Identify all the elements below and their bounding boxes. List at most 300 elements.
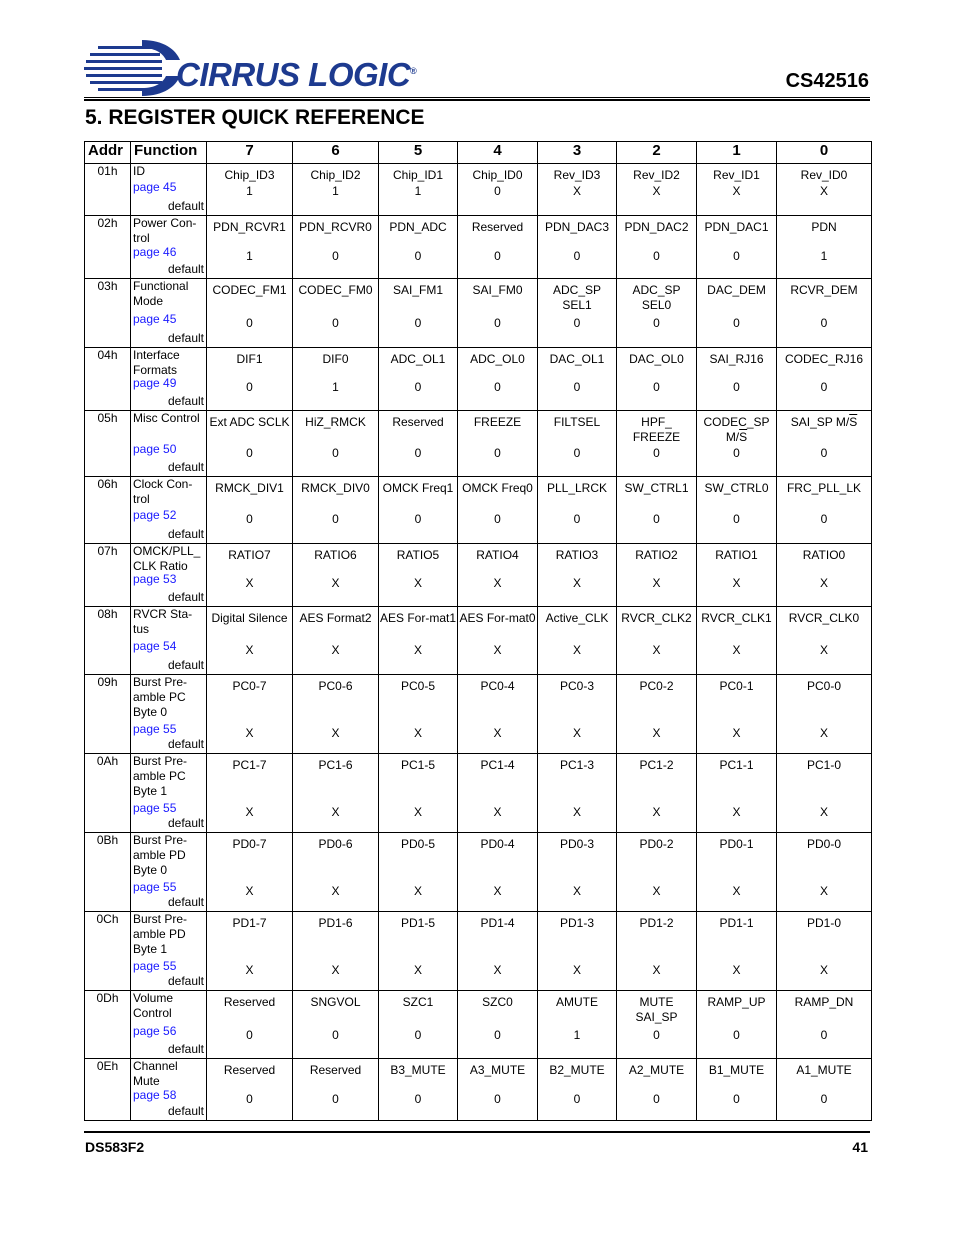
bit-name: ADC_SP SEL1 (552, 283, 602, 312)
bit-cell (697, 348, 777, 411)
bit-default-value: 0 (494, 316, 501, 330)
bit-default-value: 1 (246, 249, 253, 263)
default-label: default (167, 1042, 204, 1056)
bit-default-value: X (331, 643, 340, 657)
bit-default-value: 0 (733, 316, 740, 330)
table-row (85, 912, 872, 991)
bit-cell (379, 607, 458, 675)
bit-cell (538, 1059, 617, 1121)
bit-cell (293, 607, 379, 675)
bit-name: B3_MUTE (390, 1063, 446, 1077)
bit-default-value: 0 (332, 1028, 339, 1042)
bit-name: PDN_DAC3 (544, 220, 610, 234)
register-address: 03h (85, 279, 131, 348)
bit-default-value: 0 (820, 446, 828, 460)
table-row (85, 675, 872, 754)
bit-name: PDN_ADC (389, 220, 447, 234)
bit-name: PC0-0 (806, 679, 841, 693)
bit-default-value: 0 (820, 512, 828, 526)
bit-name: ADC_SP SEL0 (632, 283, 681, 312)
bit-default-value: X (572, 963, 581, 977)
bit-cell (777, 411, 872, 477)
bit-default-value: 1 (332, 380, 339, 394)
bit-cell (379, 754, 458, 833)
function-name: ID (133, 164, 145, 178)
bit-cell (379, 912, 458, 991)
function-name: Burst Pre-amble PC Byte 1 (133, 754, 188, 798)
bit-cell (617, 348, 697, 411)
bit-name: SZC1 (402, 995, 434, 1009)
bit-cell (458, 1059, 538, 1121)
bit-cell (697, 279, 777, 348)
bit-default-value: X (245, 726, 254, 740)
bit-name: Rev_ID2 (633, 168, 680, 182)
function-name: OMCK/PLL_ CLK Ratio (133, 544, 201, 573)
bit-default-value: 0 (733, 512, 740, 526)
bit-cell (697, 912, 777, 991)
header-bit-5: 5 (379, 142, 458, 164)
bit-name: PD1-3 (559, 916, 594, 930)
bit-cell (207, 675, 293, 754)
page-number: 41 (852, 1139, 868, 1155)
bit-default-value: 0 (573, 380, 581, 394)
register-address: 08h (85, 607, 131, 675)
bit-cell (617, 216, 697, 279)
bit-cell (617, 279, 697, 348)
table-row (85, 607, 872, 675)
bit-cell (207, 833, 293, 912)
bit-default-value: 0 (494, 1092, 501, 1106)
bit-name: PC0-4 (480, 679, 515, 693)
page-link[interactable]: page 45 (133, 312, 177, 326)
bit-default-value: 0 (653, 446, 660, 460)
bit-name: PD0-3 (559, 837, 594, 851)
bit-name: B1_MUTE (708, 1063, 765, 1077)
bit-name: RATIO6 (314, 548, 357, 562)
bit-cell (538, 675, 617, 754)
header-bit-1: 1 (697, 142, 777, 164)
header-rule (84, 97, 870, 101)
bit-default-value: 0 (494, 249, 501, 263)
bit-default-value: X (413, 884, 422, 898)
page-link[interactable]: page 55 (133, 959, 177, 973)
bit-cell (617, 607, 697, 675)
table-row (85, 216, 872, 279)
bit-name: Rev_ID0 (800, 168, 848, 182)
bit-cell (617, 991, 697, 1059)
bit-cell (207, 607, 293, 675)
bit-default-value: 0 (494, 184, 501, 198)
document-id: DS583F2 (85, 1139, 145, 1155)
bit-cell (538, 477, 617, 544)
section-title: 5. REGISTER QUICK REFERENCE (85, 106, 425, 129)
default-label: default (167, 331, 204, 345)
register-function (131, 411, 207, 477)
bit-cell (379, 411, 458, 477)
bit-name: Ext ADC SCLK (209, 415, 290, 429)
bit-default-value: 0 (414, 1092, 422, 1106)
bit-name: OMCK Freq0 (462, 481, 533, 495)
function-name: Misc Control (133, 411, 200, 425)
register-function (131, 216, 207, 279)
default-label: default (167, 527, 204, 541)
bit-name: RATIO3 (555, 548, 599, 562)
bit-default-value: 0 (246, 316, 253, 330)
bit-cell (458, 991, 538, 1059)
bit-name: PC0-2 (639, 679, 674, 693)
bit-name: RMCK_DIV1 (215, 481, 284, 495)
register-function (131, 912, 207, 991)
bit-name: PD1-2 (639, 916, 674, 930)
register-address: 0Ch (85, 912, 131, 991)
bit-name: SAI_FM1 (392, 283, 443, 297)
bit-default-value: 0 (573, 446, 581, 460)
bit-cell (538, 754, 617, 833)
function-name: RVCR Sta-tus (133, 607, 193, 636)
bit-cell (293, 544, 379, 607)
bit-name: PC1-7 (232, 758, 267, 772)
bit-default-value: 0 (733, 1092, 740, 1106)
bit-cell (617, 164, 697, 216)
function-name: Functional Mode (133, 279, 189, 308)
bit-cell (379, 164, 458, 216)
bit-cell (538, 991, 617, 1059)
bit-cell (777, 607, 872, 675)
register-function (131, 833, 207, 912)
bit-cell (458, 411, 538, 477)
bit-cell (293, 216, 379, 279)
bit-name: PDN_DAC1 (704, 220, 769, 234)
register-function (131, 279, 207, 348)
bit-cell (458, 607, 538, 675)
bit-name: Reserved (471, 220, 524, 234)
function-name: Clock Con-trol (133, 477, 193, 506)
bit-default-value: X (245, 576, 254, 590)
bit-cell (617, 912, 697, 991)
header-bit-7: 7 (207, 142, 293, 164)
bit-default-value: X (732, 963, 741, 977)
bit-cell (207, 1059, 293, 1121)
bit-name: PD1-5 (400, 916, 435, 930)
bit-cell (777, 912, 872, 991)
bit-name: FREEZE (473, 415, 522, 429)
default-label: default (167, 895, 204, 909)
bit-name: Reserved (223, 1063, 276, 1077)
default-label: default (167, 974, 204, 988)
bit-cell (777, 544, 872, 607)
page-link[interactable]: page 50 (133, 442, 177, 456)
bit-cell (293, 754, 379, 833)
bit-default-value: 0 (332, 249, 339, 263)
bit-default-value: X (732, 576, 741, 590)
bit-name: PC1-0 (806, 758, 841, 772)
page-link[interactable]: page 58 (133, 1088, 177, 1102)
bit-name: PC1-1 (719, 758, 754, 772)
bit-default-value: 0 (494, 446, 501, 460)
bit-default-value: X (652, 643, 661, 657)
bit-default-value: X (245, 643, 254, 657)
bit-cell (207, 544, 293, 607)
bit-cell (458, 164, 538, 216)
bit-name: SW_CTRL0 (704, 481, 769, 495)
page-link[interactable]: page 54 (133, 639, 177, 653)
bit-default-value: 0 (820, 1092, 828, 1106)
bit-name: AES Format2 (299, 611, 372, 625)
bit-default-value: X (732, 884, 741, 898)
bit-name: RATIO1 (715, 548, 758, 562)
register-function (131, 607, 207, 675)
table-row (85, 164, 872, 216)
header-bit-0: 0 (777, 142, 872, 164)
bit-cell (293, 912, 379, 991)
bit-name: PD1-6 (318, 916, 353, 930)
table-row (85, 477, 872, 544)
bit-name: PD1-1 (719, 916, 754, 930)
bit-default-value: 0 (733, 380, 740, 394)
bit-name: RVCR_CLK0 (788, 611, 860, 625)
bit-cell (777, 754, 872, 833)
bit-name: RATIO4 (476, 548, 519, 562)
default-label: default (167, 1104, 204, 1118)
bit-cell (207, 348, 293, 411)
header-bit-6: 6 (293, 142, 379, 164)
bit-cell (538, 216, 617, 279)
function-name: Interface Formats (133, 348, 180, 377)
page-link[interactable]: page 53 (133, 572, 177, 586)
bit-default-value: X (413, 576, 422, 590)
bit-name: AES For-mat0 (459, 611, 536, 625)
bit-cell (379, 991, 458, 1059)
bit-name: PC0-5 (400, 679, 435, 693)
bit-name: Chip_ID1 (392, 168, 444, 182)
bit-cell (207, 477, 293, 544)
page-link[interactable]: page 45 (133, 180, 177, 194)
bit-cell (777, 279, 872, 348)
table-row (85, 1059, 872, 1121)
register-address: 07h (85, 544, 131, 607)
bit-default-value: X (652, 576, 661, 590)
bit-default-value: X (652, 805, 661, 819)
bit-cell (379, 1059, 458, 1121)
bit-cell (617, 477, 697, 544)
table-row (85, 833, 872, 912)
bit-default-value: X (331, 576, 340, 590)
page-link[interactable]: page 55 (133, 722, 177, 736)
bit-default-value: 0 (246, 1092, 253, 1106)
register-function (131, 1059, 207, 1121)
default-label: default (167, 460, 204, 474)
bit-default-value: 0 (494, 512, 501, 526)
bit-cell (617, 833, 697, 912)
bit-name: PDN_RCVR1 (213, 220, 286, 234)
bit-default-value: X (819, 643, 828, 657)
header-function: Function (131, 142, 207, 164)
function-name: Channel Mute (133, 1059, 178, 1088)
bit-name: PC1-5 (400, 758, 435, 772)
bit-default-value: X (572, 576, 581, 590)
bit-name: RMCK_DIV0 (301, 481, 370, 495)
bit-default-value: X (732, 643, 741, 657)
bit-cell (293, 1059, 379, 1121)
bit-default-value: X (493, 576, 502, 590)
bit-cell (538, 348, 617, 411)
header-bit-2: 2 (617, 142, 697, 164)
bit-name: SAI_FM0 (472, 283, 523, 297)
function-name: Burst Pre-amble PD Byte 0 (133, 833, 188, 877)
register-function (131, 164, 207, 216)
bit-name: RAMP_DN (794, 995, 854, 1009)
page-link[interactable]: page 55 (133, 801, 177, 815)
bit-cell (458, 348, 538, 411)
default-label: default (167, 737, 204, 751)
bit-cell (458, 754, 538, 833)
bit-name: Reserved (309, 1063, 362, 1077)
bit-cell (458, 833, 538, 912)
bit-name: CODEC_FM1 (212, 283, 287, 297)
bit-name: HiZ_RMCK (305, 415, 366, 429)
bit-cell (538, 544, 617, 607)
bit-cell (379, 675, 458, 754)
bit-default-value: 0 (653, 249, 660, 263)
bit-cell (207, 164, 293, 216)
bit-name: Chip_ID0 (472, 168, 523, 182)
table-row (85, 279, 872, 348)
page-link[interactable]: page 56 (133, 1024, 177, 1038)
bit-cell (379, 348, 458, 411)
bit-default-value: 0 (573, 512, 581, 526)
bit-default-value: 0 (573, 316, 581, 330)
bit-name: PD0-2 (639, 837, 674, 851)
bit-name: HPF_ FREEZE (632, 415, 681, 444)
register-address: 0Eh (85, 1059, 131, 1121)
bit-cell (697, 833, 777, 912)
bit-name: PDN_DAC2 (624, 220, 689, 234)
bit-default-value: 0 (414, 249, 422, 263)
bit-cell (293, 833, 379, 912)
bit-default-value: 0 (414, 316, 422, 330)
bit-cell (458, 912, 538, 991)
default-label: default (167, 199, 204, 213)
page-link[interactable]: page 55 (133, 880, 177, 894)
bit-cell (697, 675, 777, 754)
register-function (131, 754, 207, 833)
bit-cell (777, 164, 872, 216)
bit-name: SW_CTRL1 (624, 481, 689, 495)
bit-default-value: X (331, 963, 340, 977)
bit-default-value: 0 (653, 1028, 660, 1042)
bit-cell (777, 216, 872, 279)
bit-name: FILTSEL (553, 415, 601, 429)
bit-default-value: X (732, 726, 741, 740)
bit-default-value: 0 (573, 1092, 581, 1106)
table-row (85, 544, 872, 607)
bit-cell (379, 544, 458, 607)
bit-name: PD1-0 (806, 916, 841, 930)
bit-default-value: X (732, 805, 741, 819)
bit-default-value: X (331, 805, 340, 819)
register-address: 04h (85, 348, 131, 411)
bit-default-value: 0 (332, 1092, 339, 1106)
bit-name: A1_MUTE (796, 1063, 852, 1077)
bit-cell (458, 675, 538, 754)
register-function (131, 348, 207, 411)
bit-name: AES For-mat1 (379, 611, 457, 625)
logo-wordmark: CIRRUS LOGIC® (176, 56, 417, 93)
bit-default-value: X (819, 726, 828, 740)
bit-cell (697, 607, 777, 675)
bit-default-value: X (493, 884, 502, 898)
page-link[interactable]: page 52 (133, 508, 177, 522)
table-row (85, 991, 872, 1059)
page-link[interactable]: page 46 (133, 245, 177, 259)
bit-cell (379, 477, 458, 544)
bit-cell (538, 833, 617, 912)
bit-name: PD0-5 (400, 837, 435, 851)
bit-default-value: X (572, 184, 581, 198)
default-label: default (167, 658, 204, 672)
bit-cell (293, 675, 379, 754)
bit-default-value: X (652, 184, 661, 198)
bit-default-value: X (245, 884, 254, 898)
bit-name: SAI_RJ16 (709, 352, 764, 366)
bit-cell (697, 991, 777, 1059)
bit-name: PLL_LRCK (546, 481, 608, 495)
bit-name: SAI_SP $M/\overline{S}$ (790, 415, 858, 429)
bit-name: PD1-4 (480, 916, 515, 930)
bit-name: RVCR_CLK2 (621, 611, 692, 625)
bit-cell (538, 279, 617, 348)
bit-cell (777, 991, 872, 1059)
bit-name: PC0-1 (719, 679, 754, 693)
register-function (131, 544, 207, 607)
bit-cell (207, 754, 293, 833)
bit-name: RAMP_UP (707, 995, 766, 1009)
default-label: default (167, 816, 204, 830)
bit-default-value: X (493, 726, 502, 740)
default-label: default (167, 262, 204, 276)
default-label: default (167, 394, 204, 408)
bit-cell (458, 477, 538, 544)
bit-default-value: 0 (246, 380, 253, 394)
bit-default-value: 1 (332, 184, 339, 198)
bit-default-value: 0 (246, 1028, 253, 1042)
footer-rule (84, 1131, 870, 1133)
bit-default-value: X (331, 884, 340, 898)
bit-name: Active_CLK (545, 611, 609, 625)
bit-default-value: 0 (332, 512, 339, 526)
bit-cell (777, 1059, 872, 1121)
bit-name: PC0-7 (232, 679, 267, 693)
bit-default-value: X (652, 884, 661, 898)
bit-name: RVCR_CLK1 (701, 611, 772, 625)
bit-default-value: X (572, 884, 581, 898)
bit-default-value: X (652, 963, 661, 977)
bit-name: SNGVOL (310, 995, 361, 1009)
bit-cell (697, 544, 777, 607)
bit-cell (379, 833, 458, 912)
bit-default-value: 0 (332, 446, 339, 460)
page-link[interactable]: page 49 (133, 376, 177, 390)
bit-cell (293, 164, 379, 216)
bit-default-value: 0 (414, 1028, 422, 1042)
bit-name: B2_MUTE (549, 1063, 605, 1077)
bit-default-value: X (572, 643, 581, 657)
bit-default-value: X (819, 884, 828, 898)
bit-cell (777, 477, 872, 544)
bit-default-value: 0 (414, 446, 422, 460)
bit-cell (617, 675, 697, 754)
register-function (131, 991, 207, 1059)
